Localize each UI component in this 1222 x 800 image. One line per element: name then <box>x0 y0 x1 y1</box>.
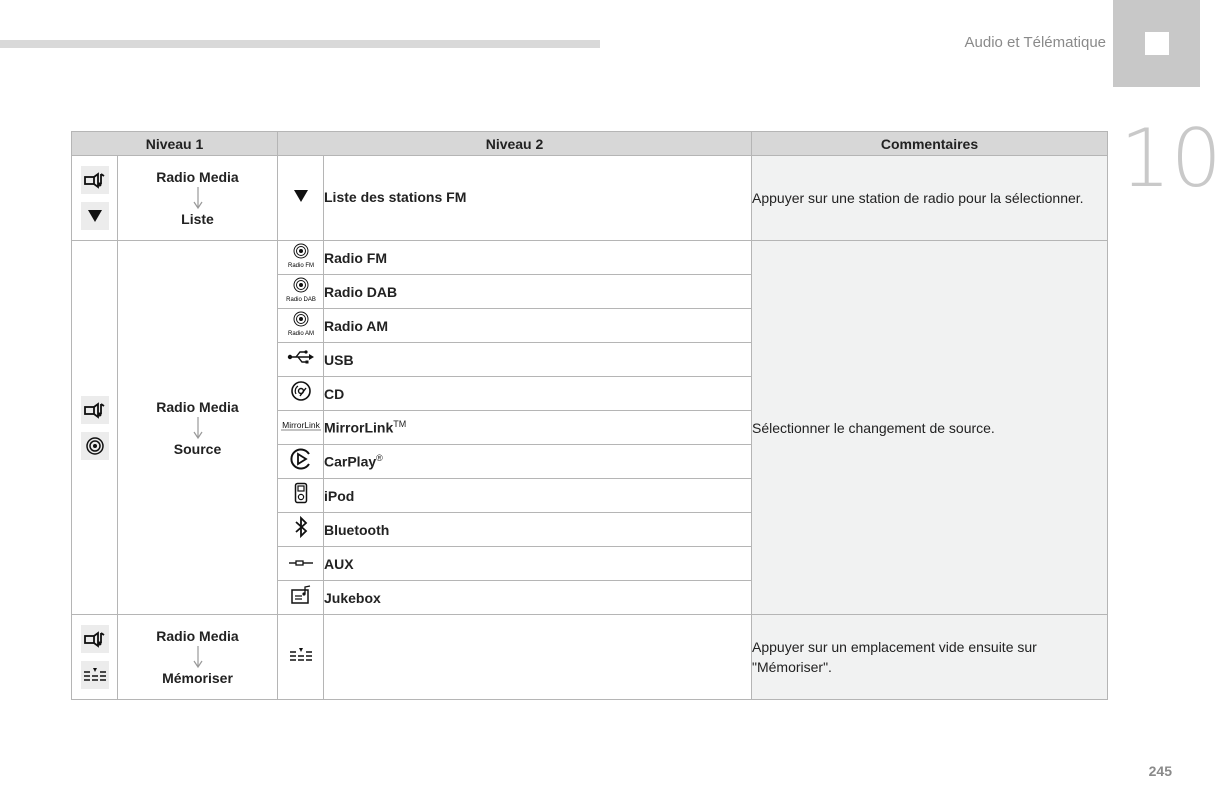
arrow-down-icon <box>193 187 203 209</box>
level1-label: Radio Media <box>156 398 239 415</box>
item-label[interactable]: USB <box>324 343 752 377</box>
item-label[interactable]: Radio DAB <box>324 275 752 309</box>
chapter-marker <box>1145 32 1169 55</box>
item-label[interactable]: Jukebox <box>324 581 752 615</box>
registered-mark: ® <box>376 453 383 464</box>
item-label[interactable]: Liste des stations FM <box>324 156 752 241</box>
radio-am-icon-caption: Radio AM <box>287 331 314 337</box>
item-label[interactable]: MirrorLink <box>324 419 394 436</box>
trademark-mark: TM <box>393 419 407 430</box>
comment-text: Sélectionner le changement de source. <box>752 241 1108 615</box>
menu-table <box>71 131 1108 700</box>
radio-dab-icon[interactable] <box>281 275 321 303</box>
radio-fm-icon[interactable] <box>281 241 321 269</box>
chapter-tab <box>1113 0 1200 87</box>
column-header-level1: Niveau 1 <box>72 132 278 156</box>
memorise-icon[interactable] <box>289 647 313 663</box>
memorise-icon[interactable] <box>81 661 109 689</box>
cd-icon[interactable] <box>290 380 312 402</box>
carplay-icon[interactable] <box>289 447 313 471</box>
radio-fm-icon-caption: Radio FM <box>287 263 314 269</box>
aux-icon[interactable] <box>288 558 314 568</box>
usb-icon[interactable] <box>287 349 315 365</box>
item-label[interactable]: Bluetooth <box>324 513 752 547</box>
item-label[interactable]: AUX <box>324 547 752 581</box>
ipod-icon[interactable] <box>294 482 308 504</box>
table-row <box>72 156 1108 241</box>
radio-dab-icon-caption: Radio DAB <box>285 297 316 303</box>
triangle-down-icon[interactable] <box>81 202 109 230</box>
column-header-comments: Commentaires <box>752 132 1108 156</box>
comment-text: Appuyer sur un emplacement vide ensuite sur "Mémoriser". <box>752 615 1108 700</box>
section-title: Audio et Télématique <box>964 34 1106 51</box>
item-label[interactable]: iPod <box>324 479 752 513</box>
mirrorlink-icon-caption: MirrorLink <box>281 420 320 430</box>
level1-label: Radio Media <box>156 628 239 644</box>
item-label <box>324 615 752 700</box>
item-label[interactable]: CarPlay <box>324 453 377 470</box>
mirrorlink-icon[interactable] <box>279 418 323 432</box>
level1-sublabel: Mémoriser <box>162 670 233 686</box>
page-number: 245 <box>1148 763 1172 779</box>
source-icon[interactable] <box>81 432 109 460</box>
jukebox-icon[interactable] <box>290 585 312 605</box>
radio-media-icon[interactable] <box>81 625 109 653</box>
column-header-level2: Niveau 2 <box>278 132 752 156</box>
table-row <box>72 615 1108 700</box>
arrow-down-icon <box>193 417 203 439</box>
comment-text: Appuyer sur une station de radio pour la sélectionner. <box>752 156 1108 241</box>
bluetooth-icon[interactable] <box>294 516 308 538</box>
arrow-down-icon <box>193 646 203 668</box>
header-rule <box>0 40 600 48</box>
item-label[interactable]: Radio AM <box>324 309 752 343</box>
level1-sublabel: Liste <box>181 211 214 227</box>
item-label[interactable]: CD <box>324 385 345 402</box>
level1-label: Radio Media <box>156 169 239 185</box>
radio-media-icon[interactable] <box>81 166 109 194</box>
chapter-number: 10 <box>1120 112 1222 205</box>
item-label[interactable]: Radio FM <box>324 241 752 275</box>
radio-media-icon[interactable] <box>81 396 109 424</box>
radio-am-icon[interactable] <box>281 309 321 337</box>
table-row <box>72 241 1108 275</box>
triangle-down-icon[interactable] <box>293 189 309 203</box>
level1-sublabel: Source <box>173 440 222 457</box>
